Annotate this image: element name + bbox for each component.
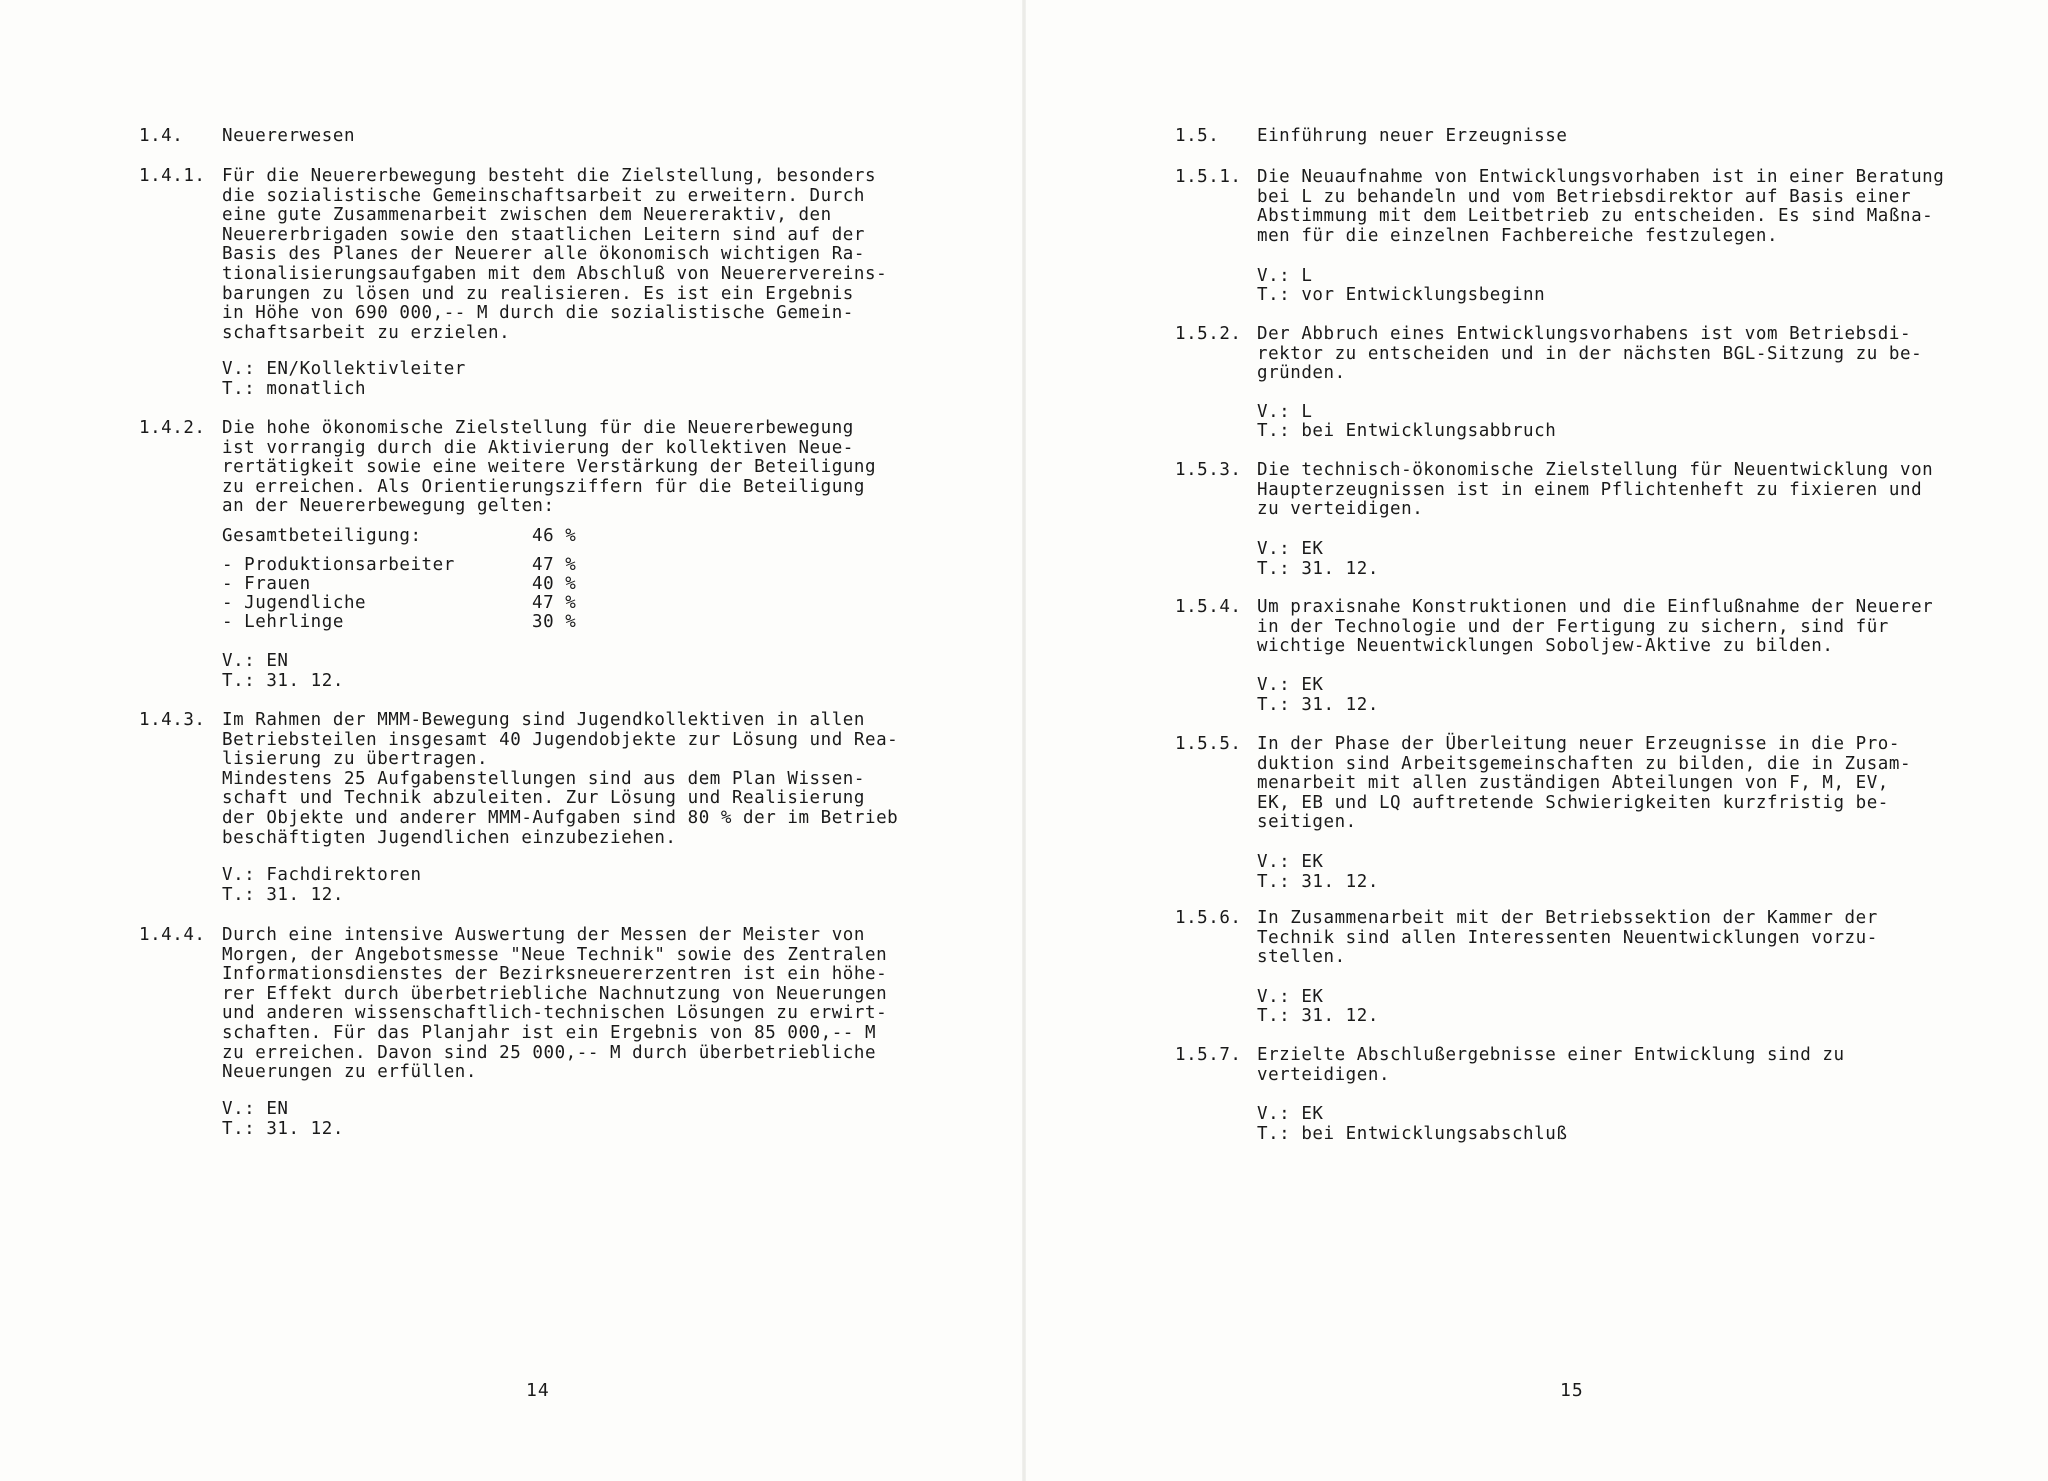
deadline-line: T.: 31. 12. xyxy=(222,885,344,905)
deadline-line: T.: 31. 12. xyxy=(222,671,344,691)
right-page xyxy=(1024,0,2048,1481)
page-number: 15 xyxy=(1560,1380,1584,1401)
participation-row-label: - Produktionsarbeiter xyxy=(222,555,455,575)
responsible-line: V.: EK xyxy=(1257,987,1324,1007)
participation-total-label: Gesamtbeteiligung: xyxy=(222,526,422,546)
item-text: In der Phase der Überleitung neuer Erzeugnisse in die Pro- duktion sind Arbeitsgemeinschaften zu bilden, die in Zusam- menarbeit mit allen zuständigen Abteilungen von F, M, EV, EK, EB und LQ auftretende Schwierigkeiten kurzfristig be- seitigen. xyxy=(1257,734,1912,833)
responsible-line: V.: EK xyxy=(1257,1104,1324,1124)
participation-row-value: 47 % xyxy=(532,593,577,613)
item-text: In Zusammenarbeit mit der Betriebssektion der Kammer der Technik sind allen Interessenten Neuentwicklungen vorzu- stellen. xyxy=(1257,908,1878,968)
deadline-line: T.: 31. 12. xyxy=(1257,695,1379,715)
item-number: 1.5.6. xyxy=(1175,908,1242,928)
item-number: 1.5.4. xyxy=(1175,597,1242,617)
deadline-line: T.: 31. 12. xyxy=(1257,1006,1379,1026)
item-number: 1.5.1. xyxy=(1175,167,1242,187)
responsible-line: V.: EN xyxy=(222,1099,289,1119)
responsible-line: V.: EN xyxy=(222,651,289,671)
participation-row-value: 40 % xyxy=(532,574,577,594)
participation-total-value: 46 % xyxy=(532,526,577,546)
item-text: Die Neuaufnahme von Entwicklungsvorhaben ist in einer Beratung bei L zu behandeln und vom Betriebsdirektor auf Basis einer Abstimmung mit dem Leitbetrieb zu entscheiden. Es sind Maßna- men für die einzelnen Fachbereiche festzulegen. xyxy=(1257,167,1945,246)
responsible-line: V.: EK xyxy=(1257,675,1324,695)
item-text: Im Rahmen der MMM-Bewegung sind Jugendkollektiven in allen Betriebsteilen insgesamt 40 Jugendobjekte zur Lösung und Rea- lisierung zu übertragen. Mindestens 25 Aufgabenstellungen sind aus dem Plan Wissen- schaft und Technik abzuleiten. Zur Lösung und Realisierung der Objekte und anderer MMM-Aufgaben sind 80 % der im Betrieb beschäftigten Jugendlichen einzubeziehen. xyxy=(222,710,899,848)
deadline-line: T.: 31. 12. xyxy=(222,1119,344,1139)
item-number: 1.4.3. xyxy=(139,710,206,730)
item-text: Um praxisnahe Konstruktionen und die Einflußnahme der Neuerer in der Technologie und der Fertigung zu sichern, sind für wichtige Neuentwicklungen Soboljew-Aktive zu bilden. xyxy=(1257,597,1934,657)
deadline-line: T.: bei Entwicklungsabschluß xyxy=(1257,1124,1568,1144)
item-number: 1.4.2. xyxy=(139,418,206,438)
item-text: Der Abbruch eines Entwicklungsvorhabens ist vom Betriebsdi- rektor zu entscheiden und in der nächsten BGL-Sitzung zu be- gründen. xyxy=(1257,324,1923,384)
item-text: Durch eine intensive Auswertung der Messen der Meister von Morgen, der Angebotsmesse "Neue Technik" sowie des Zentralen Informationsdienstes der Bezirksneuererzentren ist ein höhe- rer Effekt durch überbetriebliche Nachnutzung von Neuerungen und anderen wissenschaftlich-technischen Lösungen zu erwirt- schaften. Für das Planjahr ist ein Ergebnis von 85 000,-- M zu erreichen. Davon sind 25 000,-- M durch überbetriebliche Neuerungen zu erfüllen. xyxy=(222,925,888,1083)
responsible-line: V.: EN/Kollektivleiter xyxy=(222,359,466,379)
item-text: Die hohe ökonomische Zielstellung für die Neuererbewegung ist vorrangig durch die Aktivierung der kollektiven Neue- rertätigkeit sowie eine weitere Verstärkung der Beteiligung zu erreichen. Als Orientierungsziffern für die Beteiligung an der Neuererbewegung gelten: xyxy=(222,418,877,517)
item-number: 1.5.3. xyxy=(1175,460,1242,480)
responsible-line: V.: Fachdirektoren xyxy=(222,865,422,885)
deadline-line: T.: 31. 12. xyxy=(1257,559,1379,579)
item-number: 1.5.5. xyxy=(1175,734,1242,754)
item-text: Die technisch-ökonomische Zielstellung für Neuentwicklung von Haupterzeugnissen ist in einem Pflichtenheft zu fixieren und zu verteidigen. xyxy=(1257,460,1934,520)
responsible-line: V.: L xyxy=(1257,402,1313,422)
item-number: 1.5.2. xyxy=(1175,324,1242,344)
page-number: 14 xyxy=(526,1380,550,1401)
item-number: 1.5.7. xyxy=(1175,1045,1242,1065)
item-number: 1.4.1. xyxy=(139,166,206,186)
participation-row-value: 30 % xyxy=(532,612,577,632)
participation-row-value: 47 % xyxy=(532,555,577,575)
deadline-line: T.: 31. 12. xyxy=(1257,872,1379,892)
item-text: Erzielte Abschlußergebnisse einer Entwicklung sind zu verteidigen. xyxy=(1257,1045,1845,1085)
responsible-line: V.: EK xyxy=(1257,852,1324,872)
section-title: Einführung neuer Erzeugnisse xyxy=(1257,126,1568,146)
section-title: Neuererwesen xyxy=(222,126,356,146)
section-number: 1.4. xyxy=(139,126,184,146)
section-number: 1.5. xyxy=(1175,126,1220,146)
item-text: Für die Neuererbewegung besteht die Zielstellung, besonders die sozialistische Gemeinschaftsarbeit zu erweitern. Durch eine gute Zusammenarbeit zwischen dem Neuereraktiv, den Neuererbrigaden sowie den staatlichen Leitern sind auf der Basis des Planes der Neuerer alle ökonomisch wichtigen Ra- tionalisierungsaufgaben mit dem Abschluß von Neuerervereins- barungen zu lösen und zu realisieren. Es ist ein Ergebnis in Höhe von 690 000,-- M durch die sozialistische Gemein- schaftsarbeit zu erzielen. xyxy=(222,166,888,343)
participation-row-label: - Lehrlinge xyxy=(222,612,344,632)
responsible-line: V.: EK xyxy=(1257,539,1324,559)
responsible-line: V.: L xyxy=(1257,266,1313,286)
participation-row-label: - Jugendliche xyxy=(222,593,367,613)
deadline-line: T.: vor Entwicklungsbeginn xyxy=(1257,285,1546,305)
deadline-line: T.: monatlich xyxy=(222,379,367,399)
participation-row-label: - Frauen xyxy=(222,574,311,594)
deadline-line: T.: bei Entwicklungsabbruch xyxy=(1257,421,1557,441)
item-number: 1.4.4. xyxy=(139,925,206,945)
